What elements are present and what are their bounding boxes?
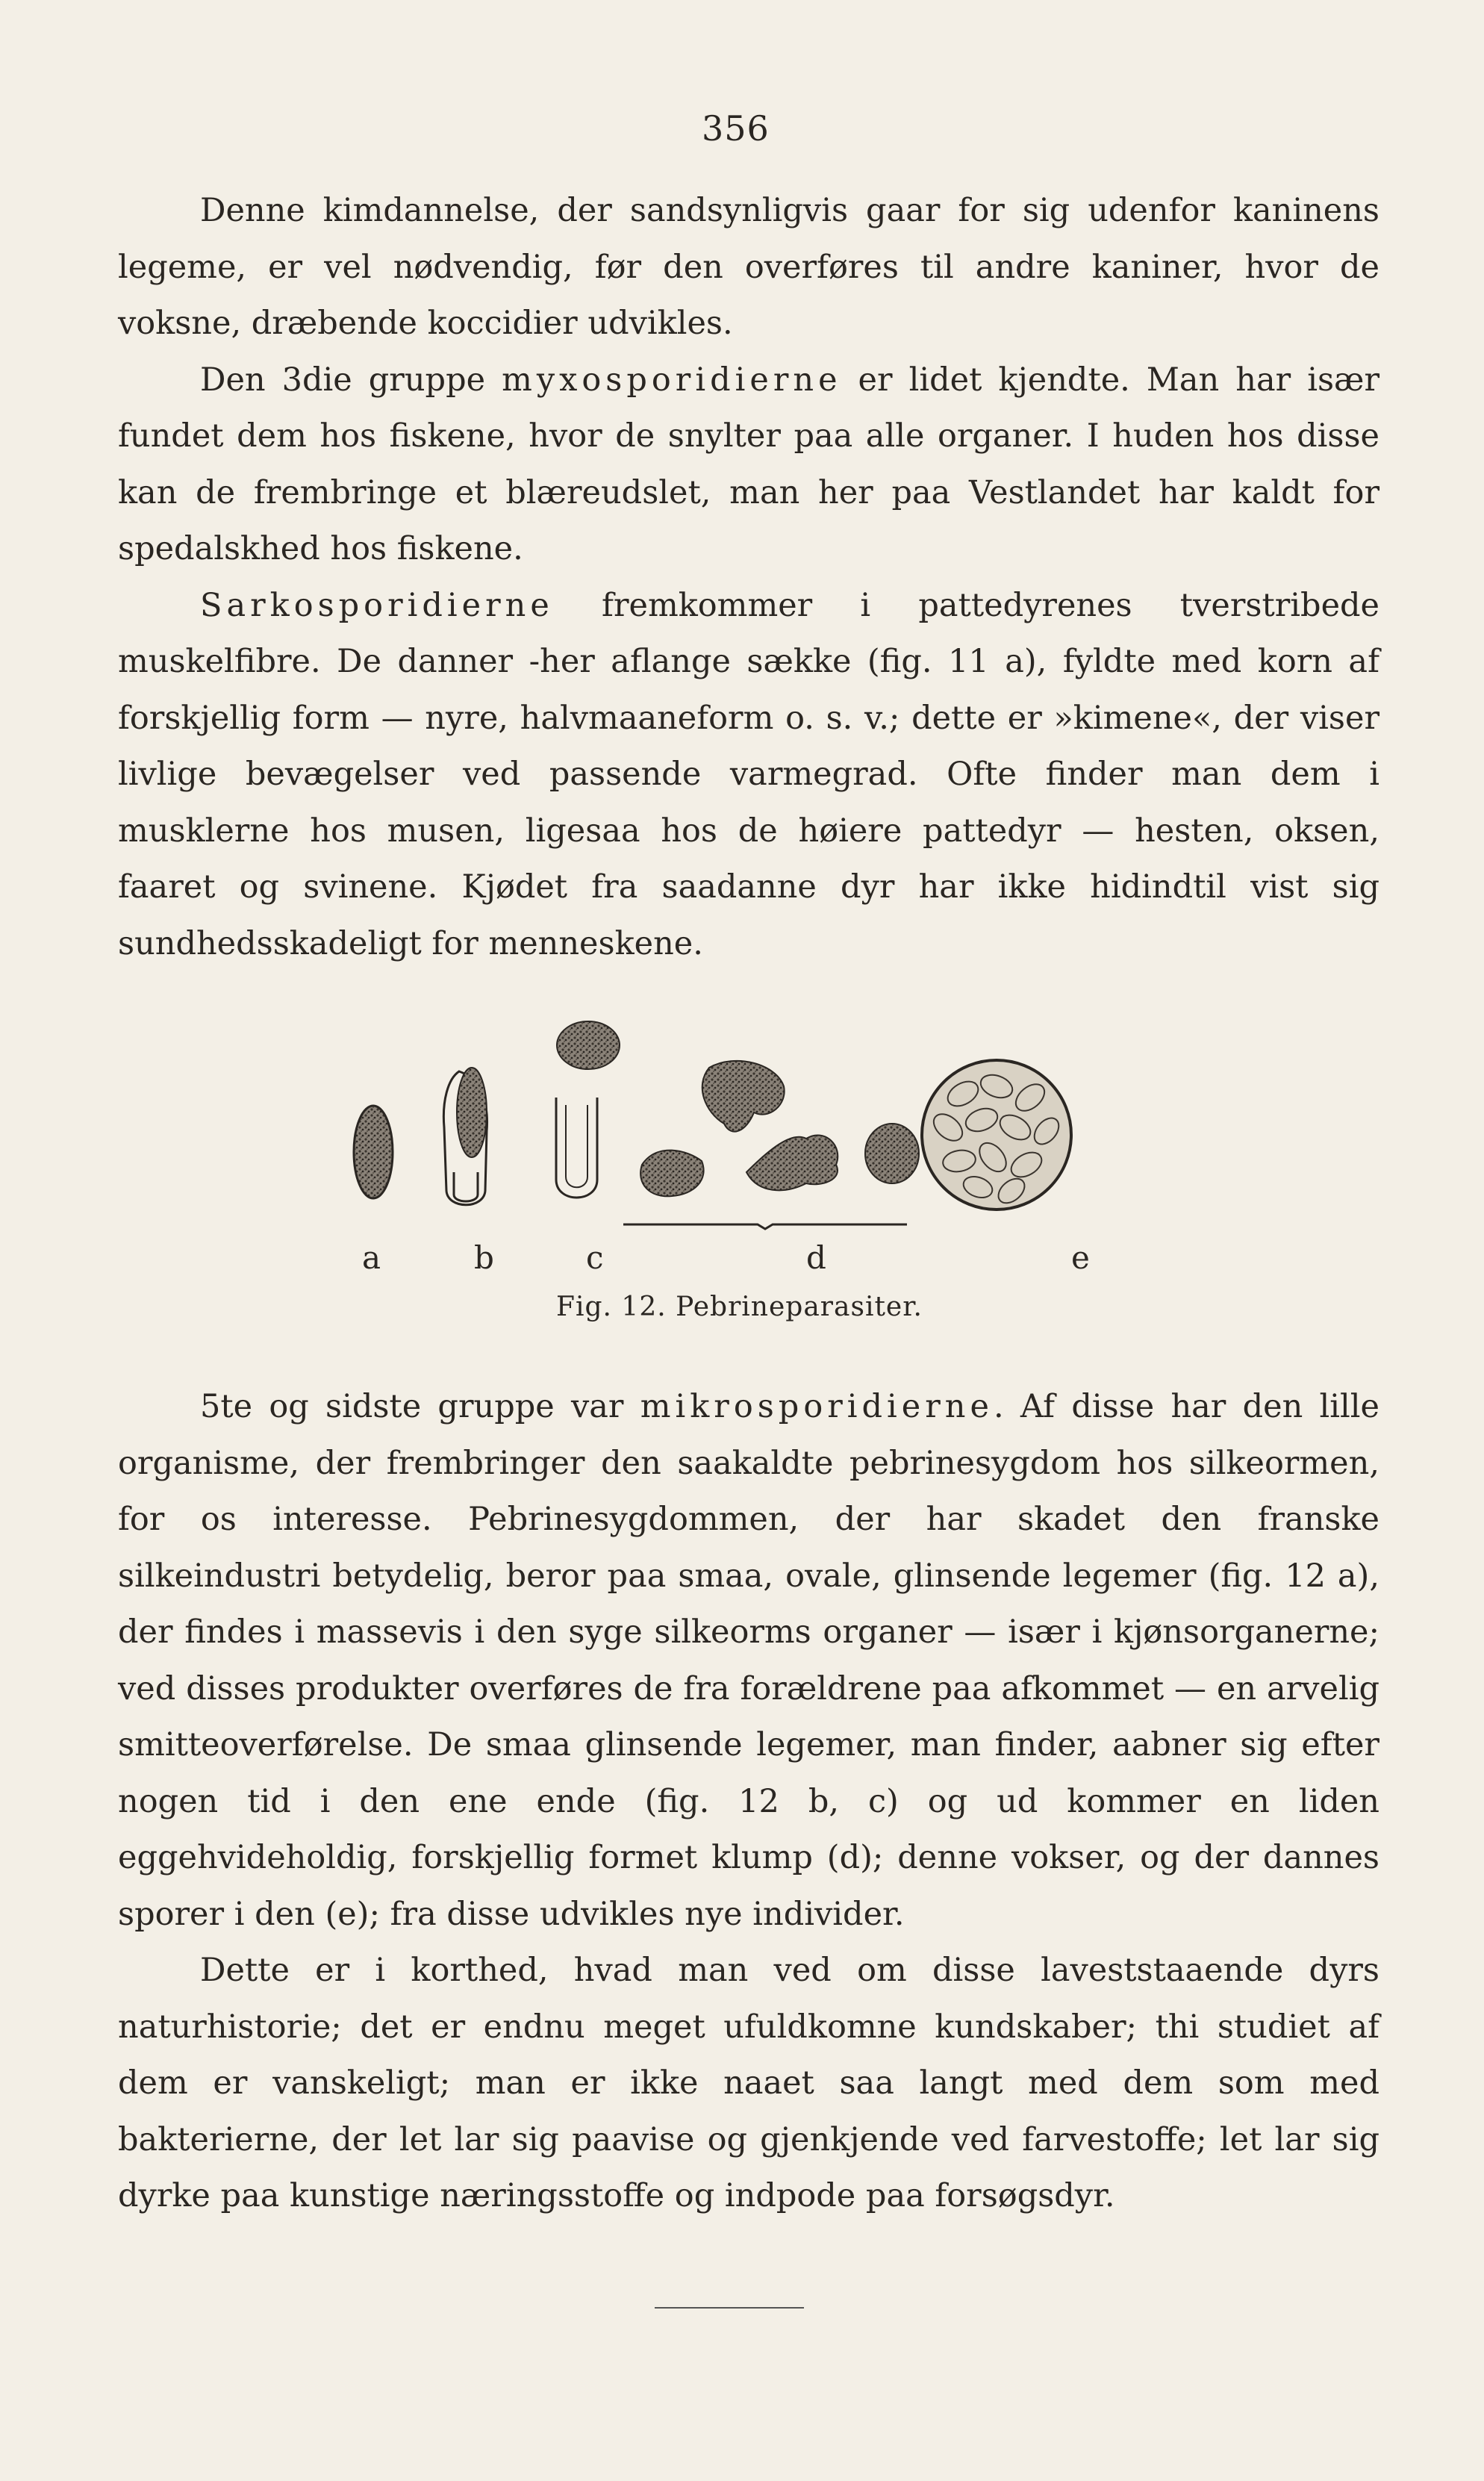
paragraph-konklusion: Dette er i korthed, hvad man ved om disse laveststaaende dyrs naturhistorie; det er endnu meget ufuldkomne kundskaber; thi studiet af dem er vanskeligt; man er ikke naaet saa langt med dem som med bakterierne, der let lar sig paavise og gjenkjende ved farvestoffe; let lar sig dyrke paa kunstige næringsstoffe og indpode paa forsøgsdyr. [118,1952,1379,2214]
figure-label-e: e [1071,1239,1090,1276]
amoeboid-mass-d-drawing [640,1061,919,1196]
paragraph-kimdannelse: Denne kimdannelse, der sandsynligvis gaar for sig udenfor kaninens legeme, er vel nødvendig, før den overføres til andre kaniner, hvor de voksne, dræbende koccidier udvikles. [118,192,1379,342]
page-number: 356 [702,108,770,149]
bracket-d [623,1224,907,1229]
paragraph-sarkosporidier: Sarkosporidierne fremkommer i pattedyrenes tverstribede muskelfibre. De danner -her aflange sække (fig. 11 a), fyldte med korn af forskjellig form — nyre, halvmaaneform o. s. v.; dette er »kimene«, der viser livlige bevægelser ved passende varmegrad. Ofte finder man dem i musklerne hos musen, ligesaa hos de høiere pattedyr — hesten, oksen, faaret og svinene. Kjødet fra saadanne dyr har ikke hidindtil vist sig sundhedsskadeligt for menneskene. [118,586,1379,962]
spore-sphere-e-drawing [922,1060,1071,1210]
figure-label-b: b [474,1239,494,1276]
figure-caption: Fig. 12. Pebrineparasiter. [556,1292,923,1322]
closing-rule [655,2307,804,2309]
paragraph-mikrosporidier: 5te og sidste gruppe var mikrosporidierne. Af disse har den lille organisme, der frembringer den saakaldte pebrinesygdom hos silkeormen, for os interesse. Pebrinesygdommen, der har skadet den franske silkeindustri betydelig, beror paa smaa, ovale, glinsende legemer (fig. 12 a), der findes i massevis i den syge silkeorms organer — især i kjønsorganerne; ved disses produkter overføres de fra forældrene paa afkommet — en arvelig smitteoverførelse. De smaa glinsende legemer, man finder, aabner sig efter nogen tid i den ene ende (fig. 12 b, c) og ud kommer en liden eggehvideholdig, forskjellig formet klump (d); denne vokser, og der dannes sporer i den (e); fra disse udvikles nye individer. [118,1388,1379,1933]
paragraph-myxosporidier: Den 3die gruppe myxosporidierne er lidet kjendte. Man har især fundet dem hos fiskene, hvor de snylter paa alle organer. I huden hos disse kan de frembringe et blæreudslet, man her paa Vestlandet har kaldt for spedalskhed hos fiskene. [118,361,1379,567]
spore-b-drawing [443,1068,487,1205]
spore-a-drawing [354,1106,393,1198]
figure-label-a: a [362,1239,381,1276]
figure-label-c: c [586,1239,604,1276]
term-mikrosporidierne: mikrosporidierne [640,1388,994,1425]
pebrine-illustration [328,1000,1179,1247]
body-text-bottom [118,1379,1379,2225]
body-text-top [118,183,1379,972]
term-myxosporidierne: myxosporidierne [502,361,842,399]
term-sarkosporidierne: Sarkosporidierne [200,586,554,624]
figure-label-d: d [806,1239,826,1276]
figure-12 [328,1000,1179,1314]
spore-c-drawing [556,1021,620,1198]
